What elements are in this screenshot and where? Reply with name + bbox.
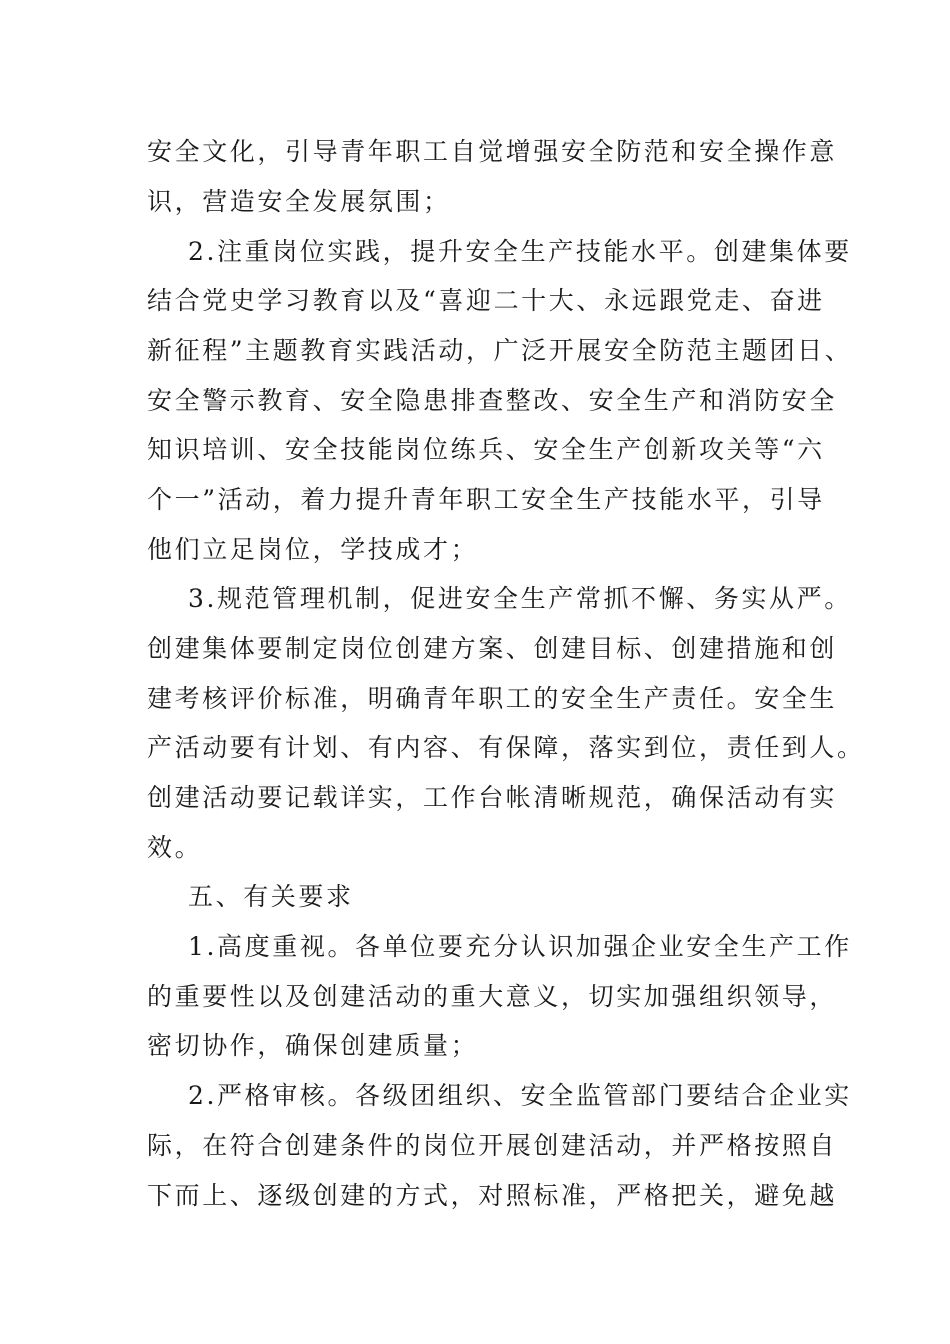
text-line: 安全文化，引导青年职工自觉增强安全防范和安全操作意 [147,137,838,166]
text-line: 他们立足岗位，学技成才； [147,535,479,564]
text-line: 创建活动要记载详实，工作台帐清晰规范，确保活动有实 [147,783,838,812]
text-line: 结合党史学习教育以及“喜迎二十大、永远跟党走、奋进 [147,286,825,315]
text-line: 新征程”主题教育实践活动，广泛开展安全防范主题团日、 [147,336,853,365]
text-line: 下而上、逐级创建的方式，对照标准，严格把关，避免越 [147,1181,838,1210]
text-line: 安全警示教育、安全隐患排查整改、安全生产和消防安全 [147,386,838,415]
text-line: 产活动要有计划、有内容、有保障，落实到位，责任到人。 [147,733,865,762]
text-line: 识，营造安全发展氛围； [147,187,451,216]
text-line: 2.严格审核。各级团组织、安全监管部门要结合企业实 [188,1081,852,1110]
text-line: 3.规范管理机制，促进安全生产常抓不懈、务实从严。 [188,584,852,613]
text-line: 密切协作，确保创建质量； [147,1031,479,1060]
text-line: 1.高度重视。各单位要充分认识加强企业安全生产工作 [188,932,852,961]
text-line: 际，在符合创建条件的岗位开展创建活动，并严格按照自 [147,1131,838,1160]
text-line: 个一”活动，着力提升青年职工安全生产技能水平，引导 [147,485,825,514]
text-line: 的重要性以及创建活动的重大意义，切实加强组织领导， [147,982,838,1011]
text-line: 2.注重岗位实践，提升安全生产技能水平。创建集体要 [188,237,852,266]
text-line: 建考核评价标准，明确青年职工的安全生产责任。安全生 [147,684,838,713]
text-line: 创建集体要制定岗位创建方案、创建目标、创建措施和创 [147,634,838,663]
text-line: 效。 [147,833,203,862]
text-line: 知识培训、安全技能岗位练兵、安全生产创新攻关等“六 [147,435,825,464]
section-heading: 五、有关要求 [188,882,354,911]
